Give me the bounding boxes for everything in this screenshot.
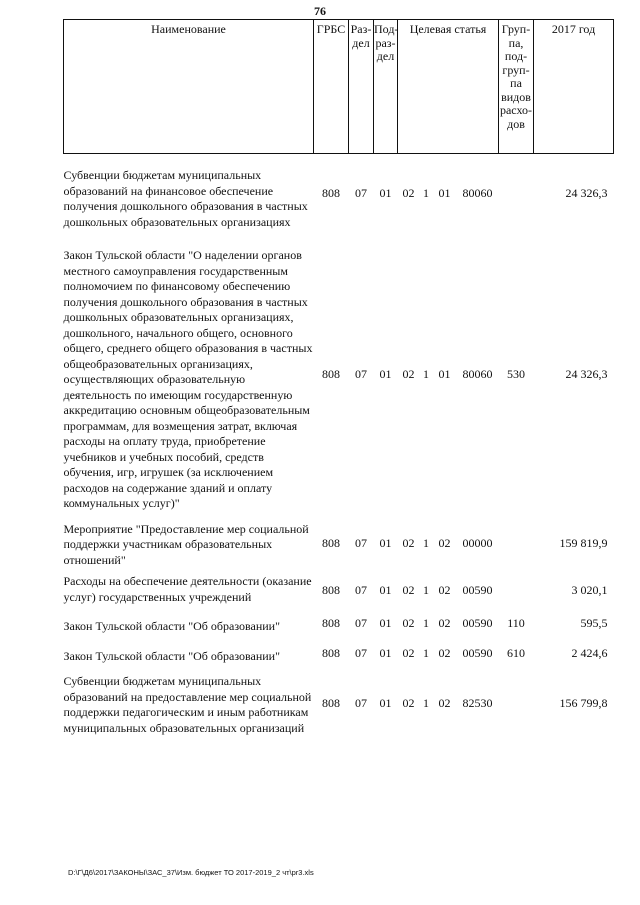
table-row [64, 572, 614, 609]
row-amount: 24 326,3 [565, 186, 608, 201]
row-amount: 159 819,9 [559, 536, 608, 550]
table-row [64, 609, 614, 639]
row-grbs: 808 [322, 186, 340, 201]
row-target-subprogram: 1 [423, 645, 429, 660]
row-podrazdel: 01 [379, 536, 392, 550]
row-target-subprogram: 1 [423, 616, 429, 630]
table-row [64, 668, 614, 740]
row-amount: 24 326,3 [565, 367, 608, 381]
row-target-subprogram: 1 [423, 367, 429, 381]
row-podrazdel: 01 [379, 186, 392, 201]
row-target-subprogram: 1 [423, 582, 429, 597]
row-target-program: 02 [402, 186, 415, 201]
row-target-subprogram: 1 [423, 696, 429, 711]
row-target-program: 02 [402, 536, 415, 550]
header-target-article: Целевая статья [398, 20, 499, 154]
row-target-direction: 80060 [462, 186, 493, 201]
table-row [64, 234, 614, 516]
row-amount: 3 020,1 [571, 582, 608, 597]
row-grbs: 808 [322, 696, 340, 711]
row-razdel: 07 [355, 367, 367, 381]
row-grbs: 808 [322, 616, 340, 630]
row-target-event: 02 [438, 696, 451, 711]
row-expense-group [499, 572, 534, 609]
row-razdel: 07 [355, 616, 367, 630]
row-razdel: 07 [355, 696, 367, 711]
row-name: Субвенции бюджетам муниципальных образований на финансовое обеспечение получения дошкольного образования в частных дошкольных образовательных организациях [63, 168, 308, 229]
row-grbs: 808 [322, 645, 340, 660]
row-expense-group [499, 668, 534, 740]
row-razdel: 07 [355, 536, 367, 550]
row-name: Закон Тульской области "О наделении органов местного самоуправления государственным полномочием по финансовому обеспечению получения дошкольного образования в частных дошкольных образовательных организациях, дошкольного, начального общего, основного общего, среднего общего образования в частных общеобразовательных организациях, осуществляющих образовательную деятельность по имеющим государственную аккредитацию основным общеобразовательным программам, для возмещения затрат, включая расходы на оплату труда, приобретение учебников и учебных пособий, средств обучения, игр, игрушек (за исключением расходов на содержание зданий и оплату коммунальных услуг)" [63, 248, 313, 510]
row-target-direction: 00000 [462, 536, 493, 550]
header-expense-group: Груп- па, под- груп- па видов расхо- дов [499, 20, 534, 154]
table-body [64, 154, 614, 741]
table-row [64, 154, 614, 235]
row-podrazdel: 01 [379, 696, 392, 711]
row-podrazdel: 01 [379, 645, 392, 660]
row-target-program: 02 [402, 616, 415, 630]
row-target-subprogram: 1 [423, 536, 429, 550]
row-podrazdel: 01 [379, 582, 392, 597]
row-expense-group: 110 [507, 616, 525, 630]
header-razdel: Раз- дел [349, 20, 374, 154]
table-row [64, 639, 614, 669]
row-name: Мероприятие "Предоставление мер социальной поддержки участникам образовательных отношений" [63, 521, 309, 567]
row-expense-group [499, 154, 534, 235]
row-razdel: 07 [355, 582, 367, 597]
row-target-event: 02 [438, 616, 451, 630]
row-target-direction: 82530 [462, 696, 493, 711]
row-amount: 595,5 [580, 616, 608, 630]
row-grbs: 808 [322, 582, 340, 597]
row-podrazdel: 01 [379, 367, 392, 381]
row-target-event: 02 [438, 536, 451, 550]
row-expense-group: 530 [507, 367, 526, 381]
row-target-event: 01 [438, 186, 451, 201]
row-razdel: 07 [355, 186, 367, 201]
row-target-direction: 00590 [462, 582, 493, 597]
row-grbs: 808 [322, 536, 340, 550]
row-name: Субвенции бюджетам муниципальных образований на предоставление мер социальной поддержки педагогическим и иным работникам муниципальных образовательных организаций [63, 674, 312, 735]
row-razdel: 07 [355, 645, 367, 660]
row-target-program: 02 [402, 582, 415, 597]
table-header [64, 20, 614, 154]
row-target-direction: 00590 [462, 616, 493, 630]
row-expense-group [499, 516, 534, 573]
row-expense-group: 610 [507, 645, 526, 660]
header-podrazdel: Под- раз- дел [374, 20, 398, 154]
row-name: Расходы на обеспечение деятельности (оказание услуг) государственных учреждений [63, 574, 312, 604]
row-target-event: 02 [438, 645, 451, 660]
header-name: Наименование [64, 20, 314, 154]
header-grbs: ГРБС [314, 20, 349, 154]
header-year-2017: 2017 год [534, 20, 614, 154]
row-name: Закон Тульской области "Об образовании" [63, 648, 280, 663]
row-target-program: 02 [402, 645, 415, 660]
row-target-direction: 00590 [462, 645, 493, 660]
row-target-event: 02 [438, 582, 451, 597]
file-path-footer: D:\Г\Д6\2017\ЗАКОНЫ\ЗАС_37\Изм. бюджет ТО 2017-2019_2 чт\pr3.xls [68, 868, 314, 877]
row-amount: 156 799,8 [559, 696, 608, 711]
row-target-program: 02 [402, 696, 415, 711]
row-amount: 2 424,6 [571, 645, 608, 660]
table-row [64, 516, 614, 573]
row-target-program: 02 [402, 367, 415, 381]
page-number: 76 [314, 4, 326, 18]
row-target-subprogram: 1 [423, 186, 429, 201]
row-grbs: 808 [322, 367, 340, 381]
row-name: Закон Тульской области "Об образовании" [63, 619, 280, 633]
row-target-direction: 80060 [462, 367, 493, 381]
row-podrazdel: 01 [379, 616, 392, 630]
budget-table-container [63, 19, 613, 740]
budget-table [63, 19, 614, 740]
row-target-event: 01 [438, 367, 451, 381]
